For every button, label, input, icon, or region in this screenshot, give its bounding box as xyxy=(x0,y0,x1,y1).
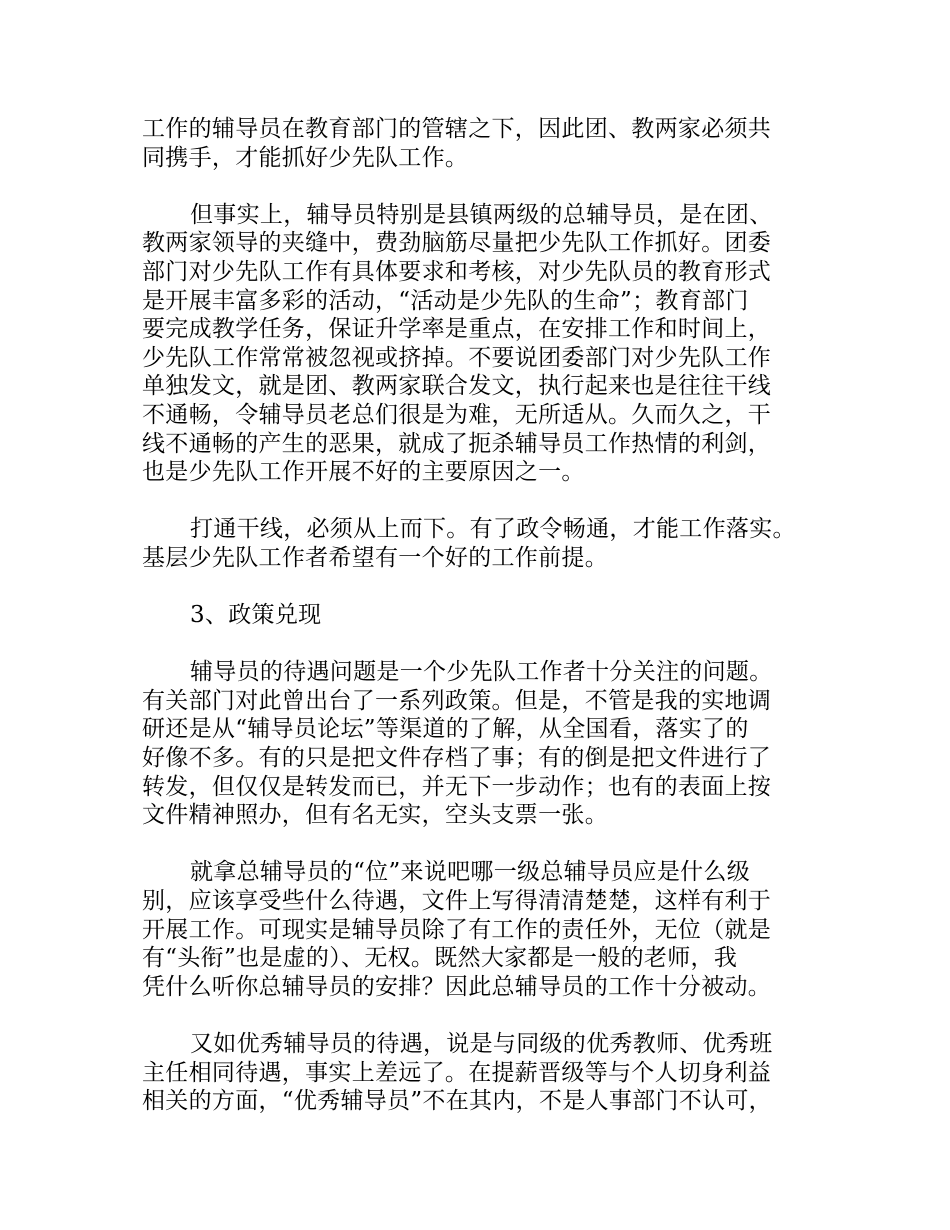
text-line: 辅导员的待遇问题是一个少先队工作者十分关注的问题。 xyxy=(190,659,773,686)
text-line: 要完成教学任务，保证升学率是重点，在安排工作和时间上， xyxy=(142,316,772,343)
text-line: 是开展丰富多彩的活动，“活动是少先队的生命”；教育部门 xyxy=(142,287,749,314)
text-line: 有“头衔”也是虚的）、无权。既然大家都是一般的老师，我 xyxy=(142,945,738,972)
text-line: 基层少先队工作者希望有一个好的工作前提。 xyxy=(142,544,608,571)
text-line: 少先队工作常常被忽视或挤掉。不要说团委部门对少先队工作 xyxy=(142,344,772,371)
paragraph-1 xyxy=(142,115,842,172)
text-line: 部门对少先队工作有具体要求和考核，对少先队员的教育形式 xyxy=(142,258,772,285)
text-line: 工作的辅导员在教育部门的管辖之下，因此团、教两家必须共 xyxy=(142,116,772,142)
text-line: 凭什么听你总辅导员的安排？因此总辅导员的工作十分被动。 xyxy=(142,973,772,1000)
paragraph-6 xyxy=(142,1030,842,1116)
paragraph-2 xyxy=(142,201,842,487)
section-heading-text: 3、政策兑现 xyxy=(190,602,322,629)
text-line: 文件精神照办，但有名无实，空头支票一张。 xyxy=(142,802,608,829)
text-line: 又如优秀辅导员的待遇，说是与同级的优秀教师、优秀班 xyxy=(190,1031,773,1057)
paragraph-4 xyxy=(142,658,842,830)
text-line: 好像不多。有的只是把文件存档了事；有的倒是把文件进行了 xyxy=(142,745,772,772)
text-line: 研还是从“辅导员论坛”等渠道的了解，从全国看，落实了的 xyxy=(142,716,749,743)
text-line: 相关的方面，“优秀辅导员”不在其内，不是人事部门不认可， xyxy=(142,1088,772,1115)
text-line: 别，应该享受些什么待遇，文件上写得清清楚楚，这样有利于 xyxy=(142,888,772,915)
text-line: 单独发文，就是团、教两家联合发文，执行起来也是往往干线 xyxy=(142,373,772,400)
section-heading xyxy=(142,601,842,630)
text-line: 有关部门对此曾出台了一系列政策。但是，不管是我的实地调 xyxy=(142,687,772,714)
text-line: 打通干线，必须从上而下。有了政令畅通，才能工作落实。 xyxy=(190,516,796,543)
text-line: 但事实上，辅导员特别是县镇两级的总辅导员，是在团、 xyxy=(190,201,773,228)
text-line: 不通畅，令辅导员老总们很是为难，无所适从。久而久之，干 xyxy=(142,401,772,428)
text-line: 也是少先队工作开展不好的主要原因之一。 xyxy=(142,459,585,486)
text-line: 主任相同待遇，事实上差远了。在提薪晋级等与个人切身利益 xyxy=(142,1059,772,1086)
text-line: 线不通畅的产生的恶果，就成了扼杀辅导员工作热情的利剑， xyxy=(142,430,772,457)
text-line: 教两家领导的夹缝中，费劲脑筋尽量把少先队工作抓好。团委 xyxy=(142,230,772,257)
paragraph-5 xyxy=(142,858,842,1001)
text-line: 就拿总辅导员的“位”来说吧哪一级总辅导员应是什么级 xyxy=(190,859,751,886)
paragraph-3 xyxy=(142,515,842,572)
text-line: 同携手，才能抓好少先队工作。 xyxy=(142,144,469,171)
text-line: 转发，但仅仅是转发而已，并无下一步动作；也有的表面上按 xyxy=(142,773,772,800)
text-line: 开展工作。可现实是辅导员除了有工作的责任外，无位（就是 xyxy=(142,916,772,943)
document-body xyxy=(142,115,842,1144)
